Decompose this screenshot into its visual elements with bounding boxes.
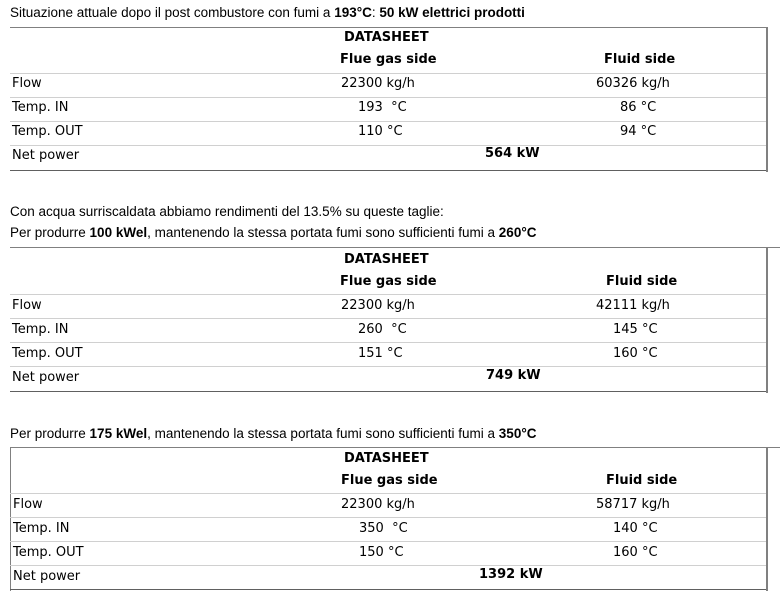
row-label-flow: Flow bbox=[12, 298, 42, 313]
temp-in-gas-value: 260 °C bbox=[358, 322, 407, 337]
section-2-caption-line-2: Per produrre 100 kWel, mantenendo la stessa portata fumi sono sufficienti fumi a 260°C bbox=[10, 225, 537, 240]
col-header-fluid: Fluid side bbox=[606, 473, 678, 488]
row-label-net-power: Net power bbox=[12, 148, 80, 163]
flow-gas-value: 22300 kg/h bbox=[341, 298, 415, 313]
temp-out-gas-value: 110 °C bbox=[358, 124, 403, 139]
col-header-flue-gas: Flue gas side bbox=[340, 52, 437, 67]
row-label-flow: Flow bbox=[12, 76, 42, 91]
section-1-caption-line-1: Situazione attuale dopo il post combustore con fumi a 193°C: 50 kW elettrici prodotti bbox=[10, 5, 525, 20]
datasheet-table-3 bbox=[10, 447, 780, 592]
datasheet-title: DATASHEET bbox=[344, 252, 429, 267]
temp-out-gas-value: 151 °C bbox=[358, 346, 403, 361]
row-label-temp-out: Temp. OUT bbox=[12, 346, 83, 361]
row-label-temp-in: Temp. IN bbox=[12, 322, 69, 337]
flow-fluid-value: 42111 kg/h bbox=[596, 298, 670, 313]
flow-fluid-value: 58717 kg/h bbox=[596, 497, 670, 512]
datasheet-title: DATASHEET bbox=[344, 30, 429, 45]
datasheet-table-2 bbox=[10, 247, 780, 394]
temp-out-fluid-value: 160 °C bbox=[613, 545, 658, 560]
temp-out-gas-value: 150 °C bbox=[359, 545, 404, 560]
temp-in-fluid-value: 145 °C bbox=[613, 322, 658, 337]
col-header-flue-gas: Flue gas side bbox=[341, 473, 438, 488]
col-header-flue-gas: Flue gas side bbox=[340, 274, 437, 289]
temp-in-gas-value: 350 °C bbox=[359, 521, 408, 536]
temp-out-fluid-value: 94 °C bbox=[620, 124, 657, 139]
temp-out-fluid-value: 160 °C bbox=[613, 346, 658, 361]
section-3-caption-line-1: Per produrre 175 kWel, mantenendo la stessa portata fumi sono sufficienti fumi a 350°C bbox=[10, 426, 537, 441]
flow-gas-value: 22300 kg/h bbox=[341, 76, 415, 91]
row-label-temp-in: Temp. IN bbox=[12, 100, 69, 115]
datasheet-table-1 bbox=[10, 27, 770, 172]
row-label-temp-out: Temp. OUT bbox=[13, 545, 84, 560]
temp-in-fluid-value: 86 °C bbox=[620, 100, 657, 115]
datasheet-title: DATASHEET bbox=[344, 451, 429, 466]
row-label-net-power: Net power bbox=[13, 569, 81, 584]
net-power-value: 1392 kW bbox=[479, 567, 543, 582]
row-label-net-power: Net power bbox=[12, 370, 80, 385]
row-label-temp-in: Temp. IN bbox=[13, 521, 70, 536]
flow-fluid-value: 60326 kg/h bbox=[596, 76, 670, 91]
temp-in-gas-value: 193 °C bbox=[358, 100, 407, 115]
section-2-caption-line-1: Con acqua surriscaldata abbiamo rendimenti del 13.5% su queste taglie: bbox=[10, 204, 444, 219]
row-label-temp-out: Temp. OUT bbox=[12, 124, 83, 139]
row-label-flow: Flow bbox=[13, 497, 43, 512]
col-header-fluid: Fluid side bbox=[606, 274, 678, 289]
temp-in-fluid-value: 140 °C bbox=[613, 521, 658, 536]
flow-gas-value: 22300 kg/h bbox=[341, 497, 415, 512]
net-power-value: 564 kW bbox=[485, 146, 540, 161]
col-header-fluid: Fluid side bbox=[604, 52, 676, 67]
net-power-value: 749 kW bbox=[486, 368, 541, 383]
